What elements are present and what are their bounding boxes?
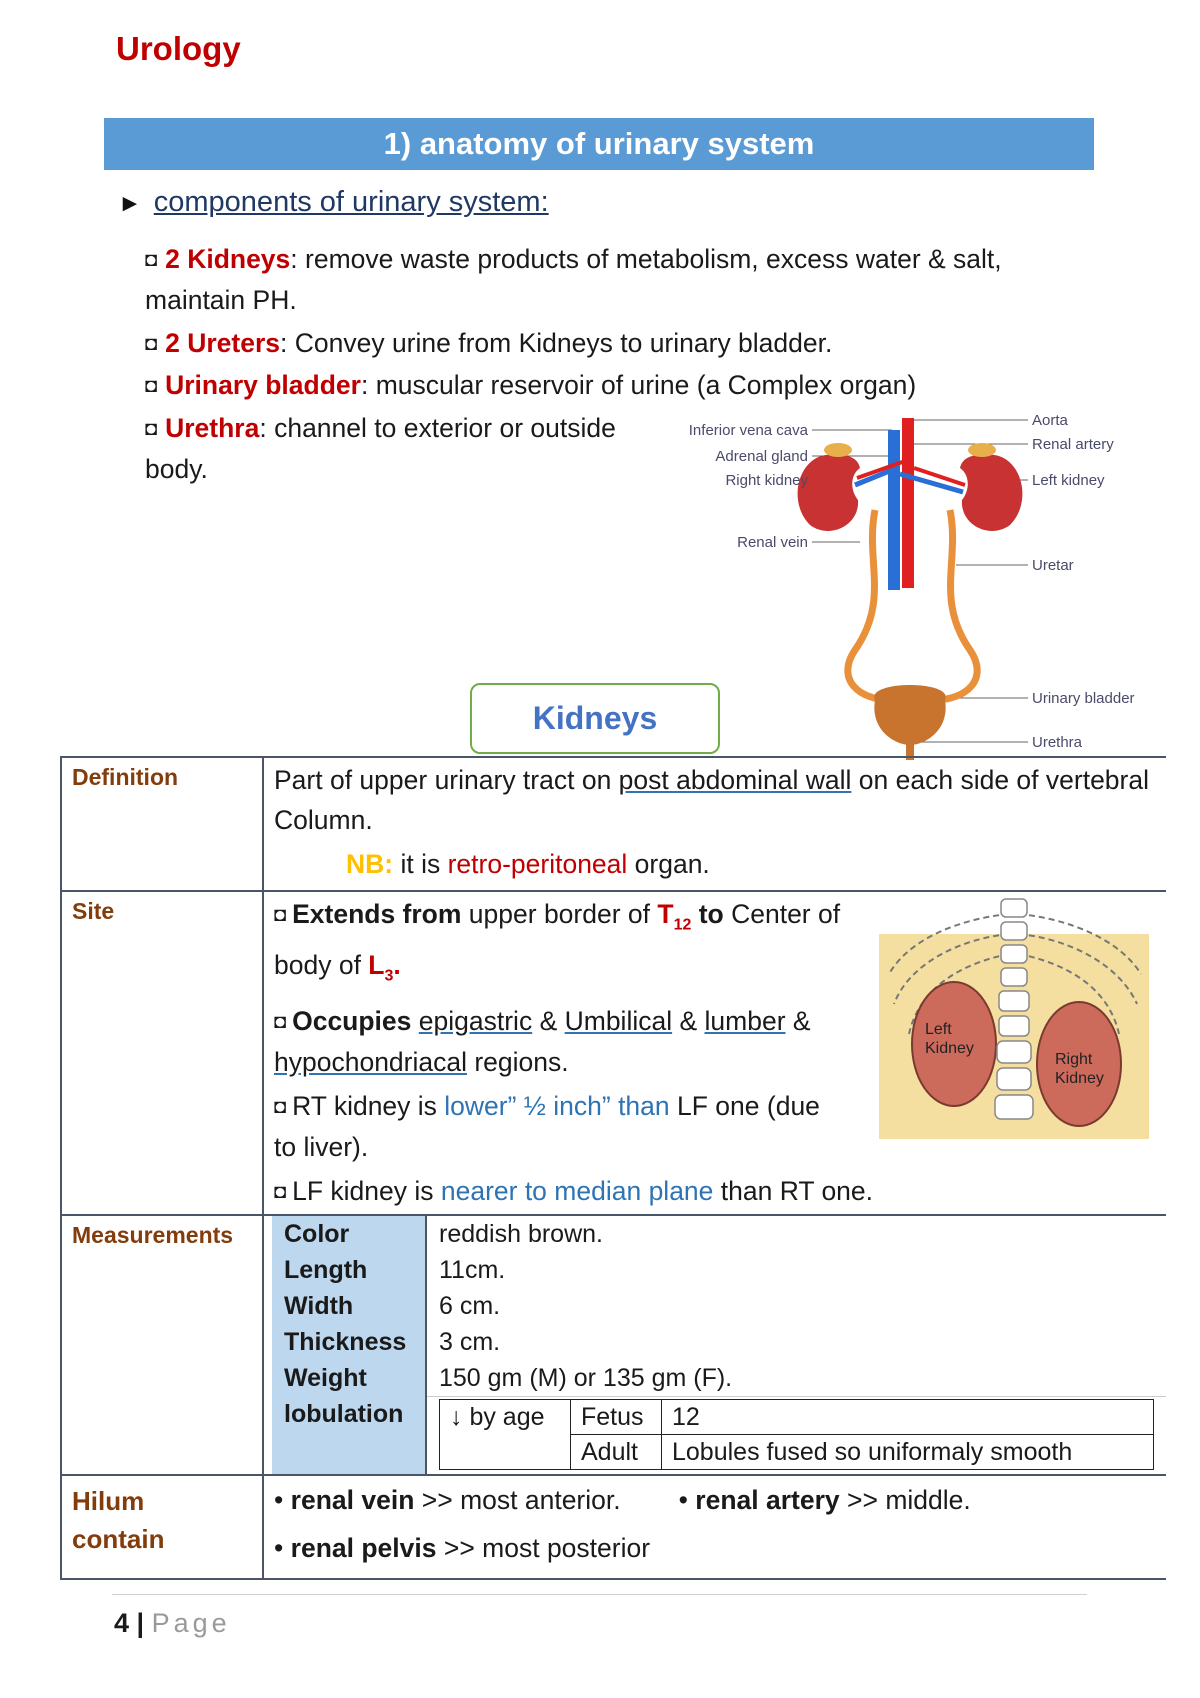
site-line-rt-kidney: ◘ RT kidney is lower” ½ inch” than LF one (due to liver). bbox=[274, 1090, 820, 1162]
table-row: ↓ by age Fetus 12 bbox=[440, 1399, 1154, 1434]
square-bullet-icon: ◘ bbox=[145, 375, 158, 397]
hilum-line-2: • renal pelvis >> most posterior bbox=[274, 1532, 651, 1563]
square-bullet-icon: ◘ bbox=[145, 249, 158, 271]
site-line-lf-kidney: ◘ LF kidney is nearer to median plane than RT one. bbox=[274, 1175, 874, 1206]
document-subject: Urology bbox=[116, 30, 241, 67]
table-row: Weight 150 gm (M) or 135 gm (F). bbox=[272, 1360, 1166, 1397]
table-row: Length 11cm. bbox=[272, 1252, 1166, 1288]
page-number: 4 bbox=[114, 1608, 130, 1638]
list-item-urethra: ◘ Urethra: channel to exterior or outside body. bbox=[145, 413, 616, 484]
lobulation-table bbox=[439, 1399, 1154, 1470]
table-row: Width 6 cm. bbox=[272, 1288, 1166, 1324]
square-bullet-icon: ◘ bbox=[274, 1010, 287, 1033]
label-renal-artery: Renal artery bbox=[1032, 436, 1114, 453]
definition-content bbox=[263, 757, 1166, 891]
triangle-bullet-icon: ► bbox=[118, 190, 142, 217]
measurements-table bbox=[272, 1216, 1166, 1474]
components-heading-text: components of urinary system: bbox=[153, 186, 549, 218]
fig-right-kidney-label-1: Right bbox=[1055, 1051, 1093, 1068]
list-item-kidneys: ◘ 2 Kidneys: remove waste products of metabolism, excess water & salt, maintain PH. bbox=[145, 244, 1002, 315]
label-inferior-vena-cava: Inferior vena cava bbox=[688, 422, 808, 439]
hilum-content bbox=[263, 1475, 1166, 1579]
kidneys-heading-box: Kidneys bbox=[470, 683, 720, 754]
urinary-system-diagram bbox=[660, 400, 1160, 760]
list-item-ureters: ◘ 2 Ureters: Convey urine from Kidneys to urinary bladder. bbox=[145, 328, 833, 358]
label-left-kidney: Left kidney bbox=[1032, 472, 1105, 489]
kidney-facts-table bbox=[60, 756, 1166, 1580]
row-label-definition: Definition bbox=[61, 757, 263, 891]
fig-right-kidney-label-2: Kidney bbox=[1055, 1070, 1104, 1087]
site-line-extends: ◘ Extends from upper border of $T_{12}$ to Center of body of $L_3$. bbox=[274, 899, 841, 985]
table-row: Thickness 3 cm. bbox=[272, 1324, 1166, 1360]
square-bullet-icon: ◘ bbox=[145, 418, 158, 440]
list-item-bladder: ◘ Urinary bladder: muscular reservoir of urine (a Complex organ) bbox=[145, 370, 917, 400]
section-title-banner: 1) anatomy of urinary system bbox=[104, 118, 1094, 170]
footer-divider bbox=[112, 1594, 1087, 1595]
label-urethra: Urethra bbox=[1032, 734, 1083, 751]
row-label-hilum: Hilum contain bbox=[61, 1475, 263, 1579]
label-uretar: Uretar bbox=[1032, 557, 1074, 574]
label-renal-vein: Renal vein bbox=[737, 534, 808, 551]
label-adrenal-gland: Adrenal gland bbox=[715, 448, 808, 465]
table-row: Adult Lobules fused so uniformaly smooth bbox=[440, 1434, 1154, 1469]
measurements-content bbox=[263, 1215, 1166, 1475]
square-bullet-icon: ◘ bbox=[274, 1095, 287, 1118]
page-word: Page bbox=[151, 1608, 231, 1638]
table-row-site bbox=[61, 891, 1166, 1215]
fig-left-kidney-label-2: Kidney bbox=[925, 1040, 974, 1057]
table-row-measurements bbox=[61, 1215, 1166, 1475]
site-line-occupies: ◘ Occupies epigastric & Umbilical & lumber & hypochondriacal regions. bbox=[274, 1005, 811, 1077]
components-heading bbox=[118, 186, 549, 219]
definition-note: NB: it is retro-peritoneal organ. bbox=[346, 849, 710, 879]
square-bullet-icon: ◘ bbox=[145, 333, 158, 355]
label-urinary-bladder: Urinary bladder bbox=[1032, 690, 1135, 707]
table-row-hilum bbox=[61, 1475, 1166, 1579]
definition-text: Part of upper urinary tract on post abdominal wall on each side of vertebral Column. bbox=[274, 765, 1149, 835]
table-row-definition bbox=[61, 757, 1166, 891]
row-label-measurements: Measurements bbox=[61, 1215, 263, 1475]
fig-left-kidney-label-1: Left bbox=[925, 1021, 952, 1038]
square-bullet-icon: ◘ bbox=[274, 1180, 287, 1203]
lobulation-age-note: ↓ by age bbox=[440, 1399, 571, 1469]
label-aorta: Aorta bbox=[1032, 412, 1068, 429]
kidney-position-figure bbox=[879, 894, 1149, 1139]
label-right-kidney: Right kidney bbox=[725, 472, 808, 489]
hilum-line-1: • renal vein >> most anterior. • renal artery >> middle. bbox=[274, 1484, 971, 1515]
table-row: Color reddish brown. bbox=[272, 1216, 1166, 1252]
site-content bbox=[263, 891, 1166, 1215]
square-bullet-icon: ◘ bbox=[274, 904, 287, 926]
page-footer: 4 | Page bbox=[114, 1608, 231, 1638]
row-label-site: Site bbox=[61, 891, 263, 1215]
table-row-lobulation: lobulation ↓ by age Fetus 12 Adult Lobules fused so uniformaly smooth bbox=[272, 1396, 1166, 1474]
